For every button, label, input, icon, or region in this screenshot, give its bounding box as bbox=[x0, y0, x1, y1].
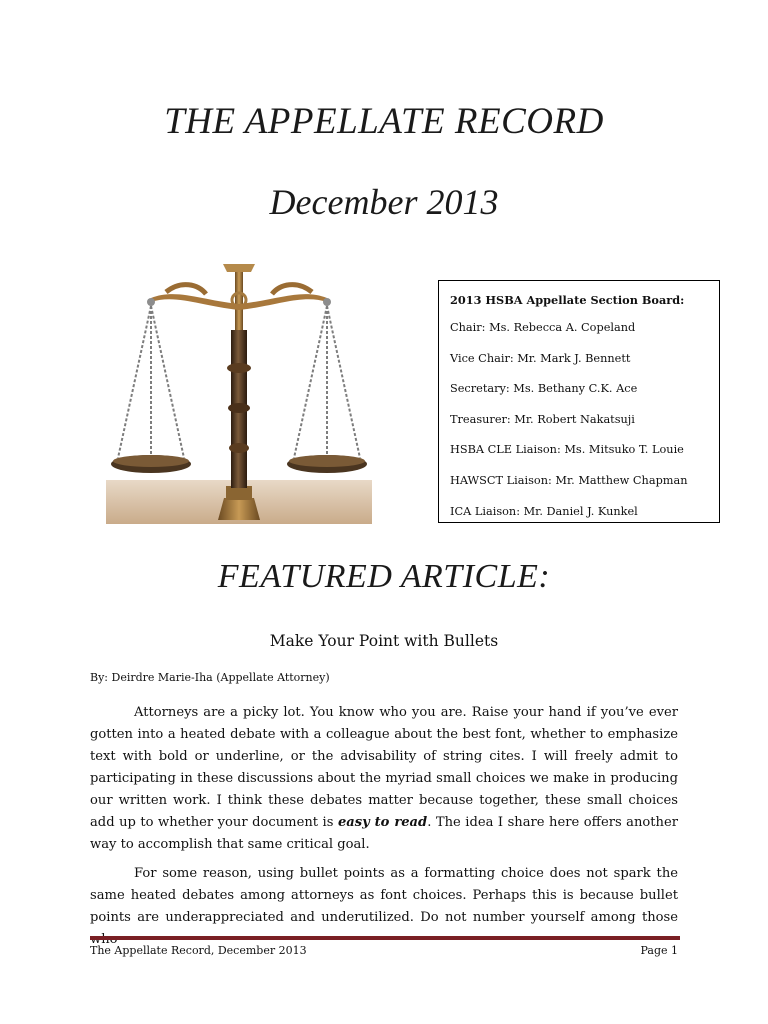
board-member-cle-liaison: HSBA CLE Liaison: Ms. Mitsuko T. Louie bbox=[450, 443, 684, 457]
board-member-hawsct-liaison: HAWSCT Liaison: Mr. Matthew Chapman bbox=[450, 473, 688, 487]
issue-date: December 2013 bbox=[269, 182, 499, 222]
board-member-treasurer: Treasurer: Mr. Robert Nakatsuji bbox=[450, 412, 635, 426]
newsletter-title: THE APPELLATE RECORD bbox=[164, 101, 604, 142]
board-member-secretary: Secretary: Ms. Bethany C.K. Ace bbox=[450, 382, 638, 396]
board-member-vice-chair: Vice Chair: Mr. Mark J. Bennett bbox=[450, 351, 631, 365]
footer-page-number: Page 1 bbox=[640, 944, 678, 957]
paragraph-1-text: Attorneys are a picky lot. You know who you are. Raise your hand if you’ve ever gotten into a heated debate with a colleague about the best font, whether to emphasize text with bold or underline, or the advisability of string cites. I will freely admit to participating in these discussions about the myriad small choices we make in producing our written work. I think these debates matter because together, these small choices add up to whether your document is bbox=[90, 705, 678, 830]
footer-rule bbox=[90, 936, 680, 940]
board-member-chair: Chair: Ms. Rebecca A. Copeland bbox=[450, 321, 636, 334]
emphasis-easy-to-read: easy to read bbox=[337, 815, 428, 830]
board-heading: 2013 HSBA Appellate Section Board: bbox=[450, 293, 685, 307]
footer-publication: The Appellate Record, December 2013 bbox=[90, 944, 307, 957]
paragraph-1-text-end: . The idea I share here offers another way to accomplish that same critical goal. bbox=[90, 815, 678, 852]
article-byline: By: Deirdre Marie-Iha (Appellate Attorney) bbox=[90, 671, 330, 684]
article-paragraph-2: For some reason, using bullet points as a formatting choice does not spark the same heated debates among attorneys as font choices. Perhaps this is because bullet points are underappreciated and underutilized. Do not number yourself among those bbox=[90, 866, 678, 925]
board-member-ica-liaison: ICA Liaison: Mr. Daniel J. Kunkel bbox=[450, 504, 638, 518]
article-title: Make Your Point with Bullets bbox=[269, 632, 499, 650]
featured-article-heading: FEATURED ARTICLE: bbox=[217, 558, 551, 595]
